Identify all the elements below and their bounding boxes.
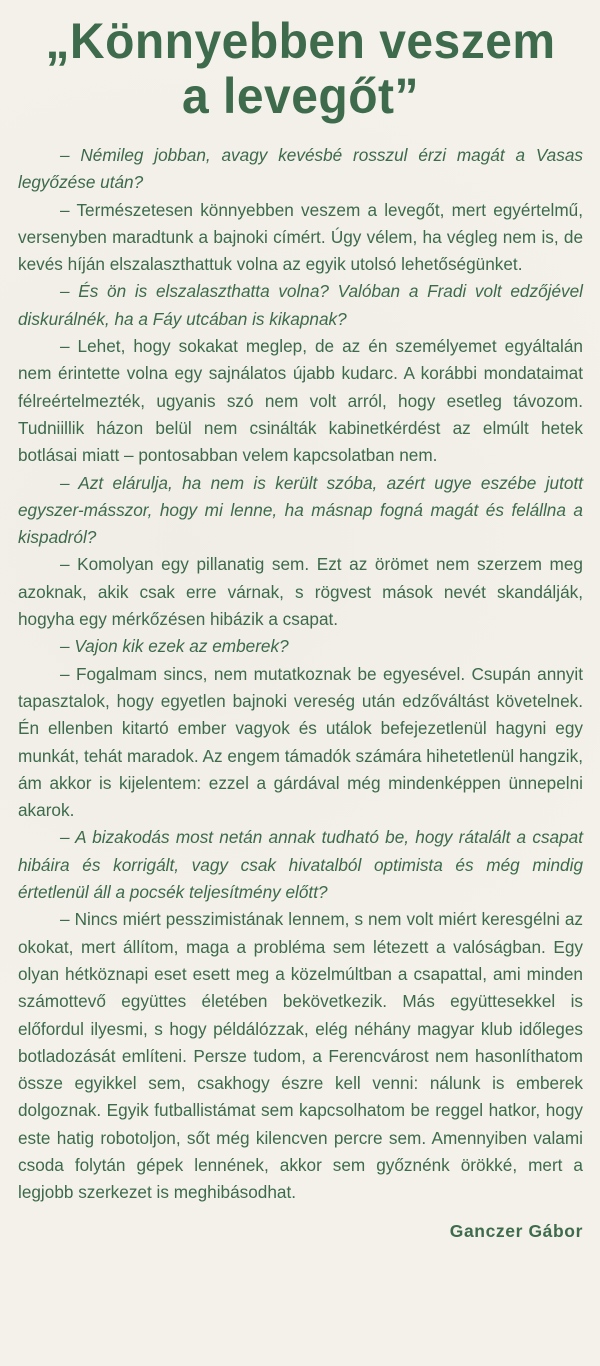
paragraph-question: – Azt elárulja, ha nem is került szóba, azért ugye eszébe jutott egyszer-másszor, hogy mi lenne, ha másnap fogná magát és felállna a kispadról? <box>18 472 583 548</box>
paragraph-question: – És ön is elszalaszthatta volna? Valóban a Fradi volt edzőjével diskurálnék, ha a Fáy utcában is kikapnak? <box>18 281 583 329</box>
paragraph-answer: – Fogalmam sincs, nem mutatkoznak be egyesével. Csupán annyit tapasztalok, hogy egyetlen bajnoki vereség után edzőváltást követelnek. Én ellenben kitartó ember vagyok és utálok befejezetlenül hagyni egy munkát, tehát maradok. Az engem támadók számára hihetetlenül hangzik, ám akkor is kijelentem: ezzel a gárdával még mindenképpen ünnepelni akarok. <box>18 663 583 821</box>
title-line-2: a levegőt” <box>182 68 419 124</box>
paragraph-answer: – Nincs miért pesszimistának lennem, s nem volt miért keresgélni az okokat, mert állítom, maga a probléma sem létezett a valóságban. Egy olyan hétköznapi eset esett meg a közelmúltban a csapattal, ami minden számottevő együttes életében bekövetkezik. Más együttesekkel is előfordul ilyesmi, s hogy példálózzak, elég néhány magyar klub időleges botladozását említeni. Persze tudom, a Ferencvárost nem hasonlíthatom össze egyikkel sem, csakhogy észre kell venni: nálunk is emberek dolgoznak. Egyik futballistámat sem kapcsolhatom be reggel hatkor, hogy este hatig robotoljon, sőt még kilencven percre sem. Amennyiben valami csoda folytán gépek lennének, akkor sem győznénk örökké, mert a legjobb szerkezet is meghibásodhat. <box>18 909 583 1203</box>
author-byline: Ganczer Gábor <box>449 1220 583 1241</box>
article-body <box>18 142 583 1207</box>
paragraph-question: – Némileg jobban, avagy kevésbé rosszul érzi magát a Vasas legyőzése után? <box>18 145 583 193</box>
article-title <box>29 14 571 124</box>
paragraph-answer: – Lehet, hogy sokakat meglep, de az én személyemet egyáltalán nem érintette volna egy sajnálatos újabb kudarc. A korábbi mondataimat félreértelmezték, ugyanis szó nem volt arról, hogy esetleg távozom. Tudniillik házon belül nem csinálták kabinetkérdést az elmúlt hetek botlásai miatt – pontosabban velem kapcsolatban nem. <box>18 336 583 466</box>
paragraph-question: – Vajon kik ezek az emberek? <box>60 636 289 657</box>
paragraph-question: – A bizakodás most netán annak tudható be, hogy rátalált a csapat hibáira és korrigált, vagy csak hivatalból optimista és még mindig értetlenül áll a pocsék teljesítmény előtt? <box>18 827 583 903</box>
paragraph-answer: – Komolyan egy pillanatig sem. Ezt az örömet nem szerzem meg azoknak, akik csak erre várnak, s rögvest mások nevét skandálják, hogyha egy mérkőzésen hibázik a csapat. <box>18 554 583 630</box>
title-line-1: „Könnyebben veszem <box>45 13 556 69</box>
paragraph-answer: – Természetesen könnyebben veszem a levegőt, mert egyértelmű, versenyben maradtunk a bajnoki címért. Úgy vélem, ha végleg nem is, de kevés híján elszalaszthattuk volna az egyik utolsó lehetőségünket. <box>18 199 583 275</box>
